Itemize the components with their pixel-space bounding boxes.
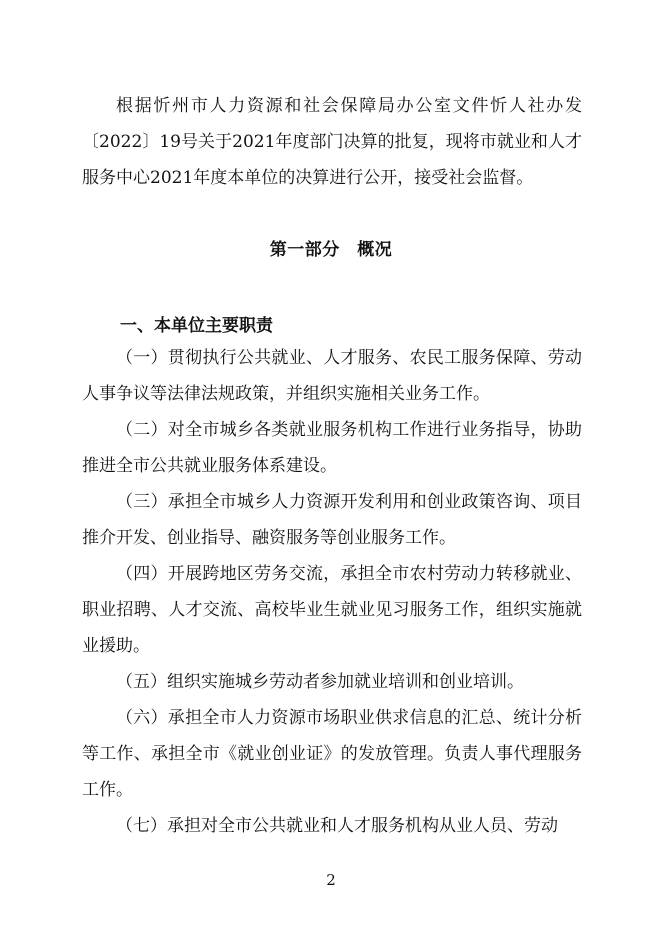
duty-item: （三）承担全市城乡人力资源开发利用和创业政策咨询、项目推介开发、创业指导、融资服务等创业服务工作。 xyxy=(82,492,582,548)
duties-list xyxy=(82,340,582,844)
duty-item: （一）贯彻执行公共就业、人才服务、农民工服务保障、劳动人事争议等法律法规政策，并组织实施相关业务工作。 xyxy=(82,348,582,404)
intro-paragraph: 根据忻州市人力资源和社会保障局办公室文件忻人社办发〔2022〕19号关于2021年度部门决算的批复，现将市就业和人才服务中心2021年度本单位的决算进行公开，接受社会监督。 xyxy=(82,96,582,188)
duty-item: （五）组织实施城乡劳动者参加就业培训和创业培训。 xyxy=(116,672,524,692)
duty-item: （四）开展跨地区劳务交流，承担全市农村劳动力转移就业、职业招聘、人才交流、高校毕业生就业见习服务工作，组织实施就业援助。 xyxy=(82,564,582,656)
part-heading: 第一部分 概况 xyxy=(269,240,393,260)
section-heading: 一、本单位主要职责 xyxy=(120,316,273,336)
page-number: 2 xyxy=(326,871,336,889)
duty-item: （六）承担全市人力资源市场职业供求信息的汇总、统计分析等工作、承担全市《就业创业证》的发放管理。负责人事代理服务工作。 xyxy=(82,708,582,800)
duty-item: （二）对全市城乡各类就业服务机构工作进行业务指导，协助推进全市公共就业服务体系建设。 xyxy=(82,420,582,476)
duty-item: （七）承担对全市公共就业和人才服务机构从业人员、劳动 xyxy=(116,816,558,836)
